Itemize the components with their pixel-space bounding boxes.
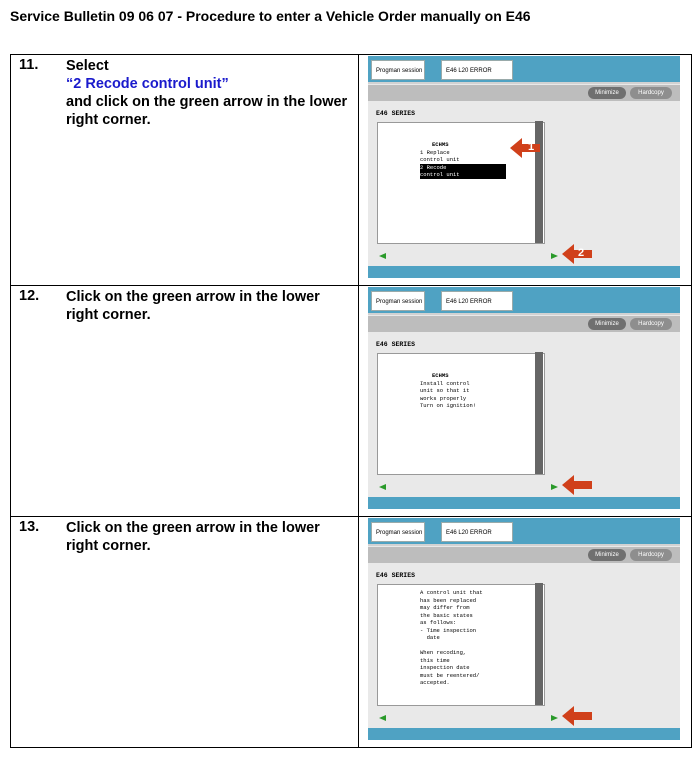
scrollbar[interactable]: [535, 352, 543, 474]
message-panel: [377, 353, 545, 475]
status-label: E46 L20 ERROR: [441, 522, 513, 542]
menu-item[interactable]: 1 Replace: [420, 148, 450, 156]
message-line: Install control: [420, 379, 470, 387]
callout-arrow-icon: [562, 706, 592, 726]
screenshot: [368, 56, 680, 278]
message-line: works properly: [420, 394, 467, 402]
next-arrow-icon[interactable]: [551, 253, 558, 259]
bottom-bar: [368, 266, 680, 278]
procedure-table: [10, 54, 692, 748]
step-instruction: [66, 57, 356, 129]
message-line: this time: [420, 656, 450, 664]
session-label: Progman session: [371, 522, 425, 542]
message-line: - Time inspection: [420, 626, 477, 634]
panel-heading: ECHMS: [432, 372, 449, 379]
message-line: the basic states: [420, 611, 473, 619]
callout-arrow-icon: [510, 138, 540, 158]
message-line: must be reentered/: [420, 671, 480, 679]
page-title: Service Bulletin 09 06 07 - Procedure to enter a Vehicle Order manually on E46: [10, 8, 531, 24]
back-arrow-icon[interactable]: [379, 253, 386, 259]
step-row: [11, 517, 692, 748]
screenshot: [368, 518, 680, 740]
next-arrow-icon[interactable]: [551, 484, 558, 490]
step-number: 11.: [19, 57, 39, 73]
message-line: unit so that it: [420, 387, 470, 394]
message-line: has been replaced: [420, 596, 477, 604]
panel-heading: ECHMS: [432, 141, 449, 148]
back-arrow-icon[interactable]: [379, 484, 386, 490]
step-number: 13.: [19, 519, 40, 535]
menu-item-selected[interactable]: control unit: [420, 171, 506, 179]
callout-arrow-icon: [562, 475, 592, 495]
hardcopy-button[interactable]: Hardcopy: [630, 318, 672, 330]
message-line: inspection date: [420, 664, 470, 671]
hardcopy-button[interactable]: Hardcopy: [630, 87, 672, 99]
session-label: Progman session: [371, 291, 425, 311]
callout-badge: 1: [528, 141, 535, 153]
bottom-bar: [368, 497, 680, 509]
callout-badge: 2: [578, 247, 585, 259]
message-line: accepted.: [420, 679, 450, 686]
session-label: Progman session: [371, 60, 425, 80]
message-line: date: [420, 634, 440, 641]
next-arrow-icon[interactable]: [551, 715, 558, 721]
menu-item[interactable]: control unit: [420, 156, 460, 163]
screenshot: [368, 287, 680, 509]
minimize-button[interactable]: Minimize: [588, 549, 626, 561]
minimize-button[interactable]: Minimize: [588, 87, 626, 99]
series-label: E46 SERIES: [376, 341, 416, 348]
status-label: E46 L20 ERROR: [441, 291, 513, 311]
scrollbar[interactable]: [535, 583, 543, 705]
message-line: Turn on ignition!: [420, 402, 477, 409]
bottom-bar: [368, 728, 680, 740]
step-instruction: Click on the green arrow in the lower right corner.: [66, 520, 320, 554]
instruction-highlight: “2 Recode control unit”: [66, 76, 229, 92]
step-row: [11, 286, 692, 517]
message-panel: [377, 584, 545, 706]
message-line: may differ from: [420, 604, 470, 611]
step-instruction: Click on the green arrow in the lower right corner.: [66, 289, 320, 323]
back-arrow-icon[interactable]: [379, 715, 386, 721]
status-label: E46 L20 ERROR: [441, 60, 513, 80]
message-line: A control unit that: [420, 589, 483, 596]
step-row: [11, 55, 692, 286]
minimize-button[interactable]: Minimize: [588, 318, 626, 330]
series-label: E46 SERIES: [376, 572, 416, 579]
instruction-line: Select: [66, 58, 109, 74]
message-line: When recoding,: [420, 649, 467, 656]
menu-item-selected[interactable]: 2 Recode: [420, 164, 506, 172]
callout-arrow-icon: [562, 244, 592, 264]
hardcopy-button[interactable]: Hardcopy: [630, 549, 672, 561]
message-line: as follows:: [420, 619, 457, 626]
series-label: E46 SERIES: [376, 110, 416, 117]
instruction-line: and click on the green arrow in the lower right corner.: [66, 94, 348, 128]
step-number: 12.: [19, 288, 40, 304]
